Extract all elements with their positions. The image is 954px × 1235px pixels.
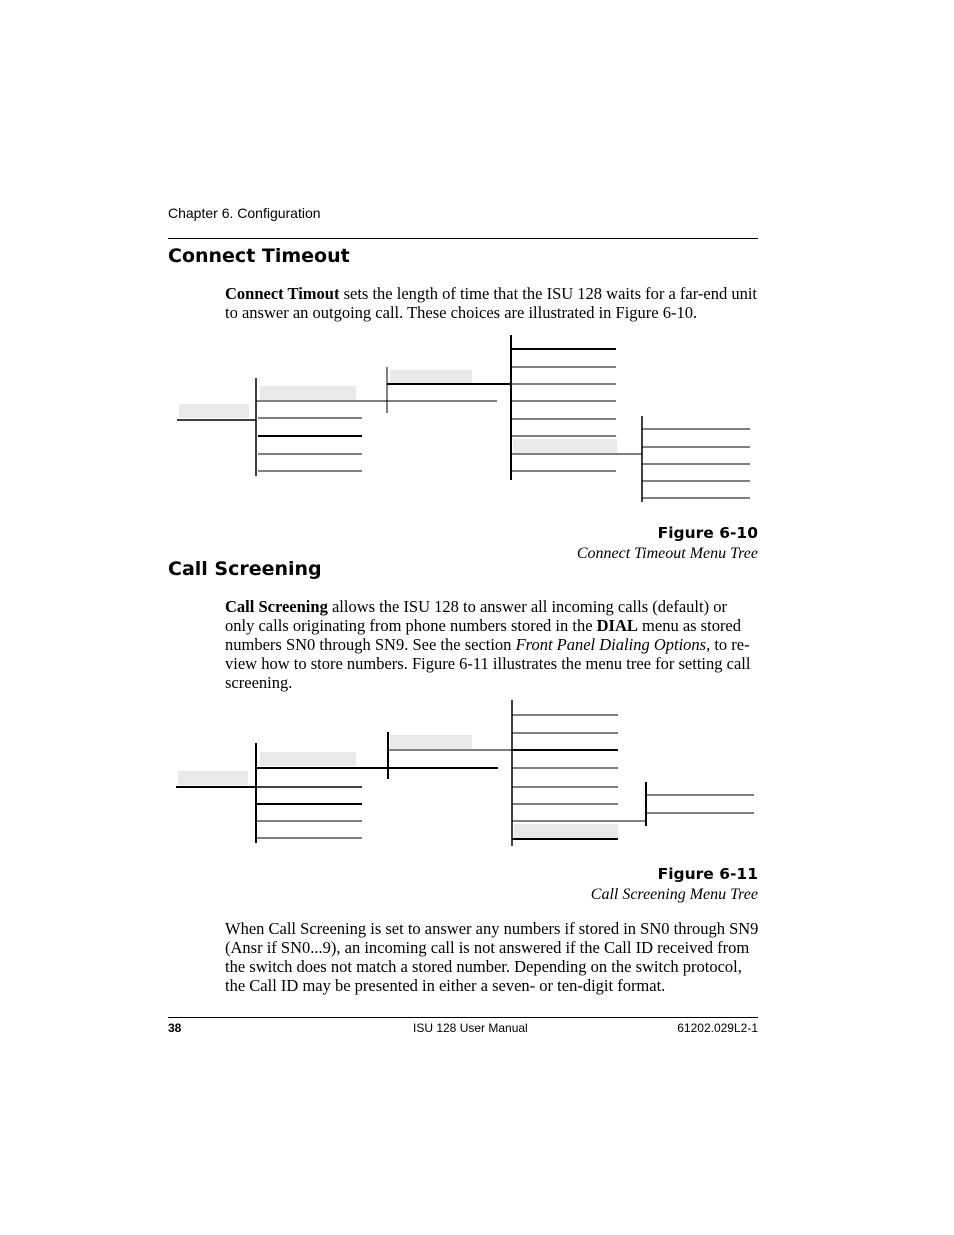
manual-title: ISU 128 User Manual	[413, 1021, 528, 1035]
connect-timeout-paragraph	[225, 284, 760, 322]
tree-node	[513, 439, 617, 453]
term-dial: DIAL	[596, 616, 638, 635]
footer-rule	[168, 1017, 758, 1018]
figure-6-11-label: Figure 6-11	[657, 865, 758, 883]
call-screening-menu-tree	[170, 698, 770, 848]
connect-timeout-paragraph-text: sets the length of time that the ISU 128 waits for a far-end unit to answer an outgoing call. These choices are illustrated in Figure 6-10.	[225, 284, 758, 322]
tree-node	[260, 752, 356, 766]
figure-6-10-caption: Connect Timeout Menu Tree	[576, 545, 758, 562]
paragraph-text: menu as stored numbers SN0 through SN9. See the section	[225, 616, 742, 654]
running-head: Chapter 6. Configuration	[168, 205, 321, 221]
connect-timeout-menu-tree	[170, 330, 770, 505]
paragraph-text: allows the ISU 128 to answer all incoming calls (default) or only calls originating from phone numbers stored in the	[225, 597, 727, 635]
tree-node	[260, 386, 356, 400]
term-connect-timeout: Connect Timout	[225, 284, 340, 303]
tree-node-root	[178, 771, 248, 785]
figure-6-11-caption: Call Screening Menu Tree	[590, 886, 758, 903]
document-number: 61202.029L2-1	[677, 1021, 758, 1035]
tree-node	[390, 370, 472, 384]
section-heading-call-screening: Call Screening	[168, 558, 322, 580]
term-call-screening: Call Screening	[225, 597, 328, 616]
section-heading-connect-timeout: Connect Timeout	[168, 245, 350, 267]
call-screening-paragraph	[225, 597, 760, 692]
section-reference: Front Panel Dialing Options	[515, 635, 707, 654]
header-rule	[168, 238, 758, 239]
call-id-paragraph: When Call Screening is set to answer any numbers if stored in SN0 through SN9 (Ansr if SN0...9), an incoming call is not answered if the Call ID received from the switch does not match a stored number. Depending on the switch protocol, the Call ID may be presented in either a seven- or ten-digit format.	[225, 919, 759, 995]
page-number: 38	[168, 1021, 182, 1035]
tree-node	[390, 735, 472, 749]
figure-6-10-label: Figure 6-10	[657, 524, 758, 542]
tree-node-root	[179, 404, 249, 418]
tree-node	[514, 824, 618, 838]
paragraph-text: , to re-view how to store numbers. Figure 6-11 illustrates the menu tree for setting call screening.	[225, 635, 751, 692]
